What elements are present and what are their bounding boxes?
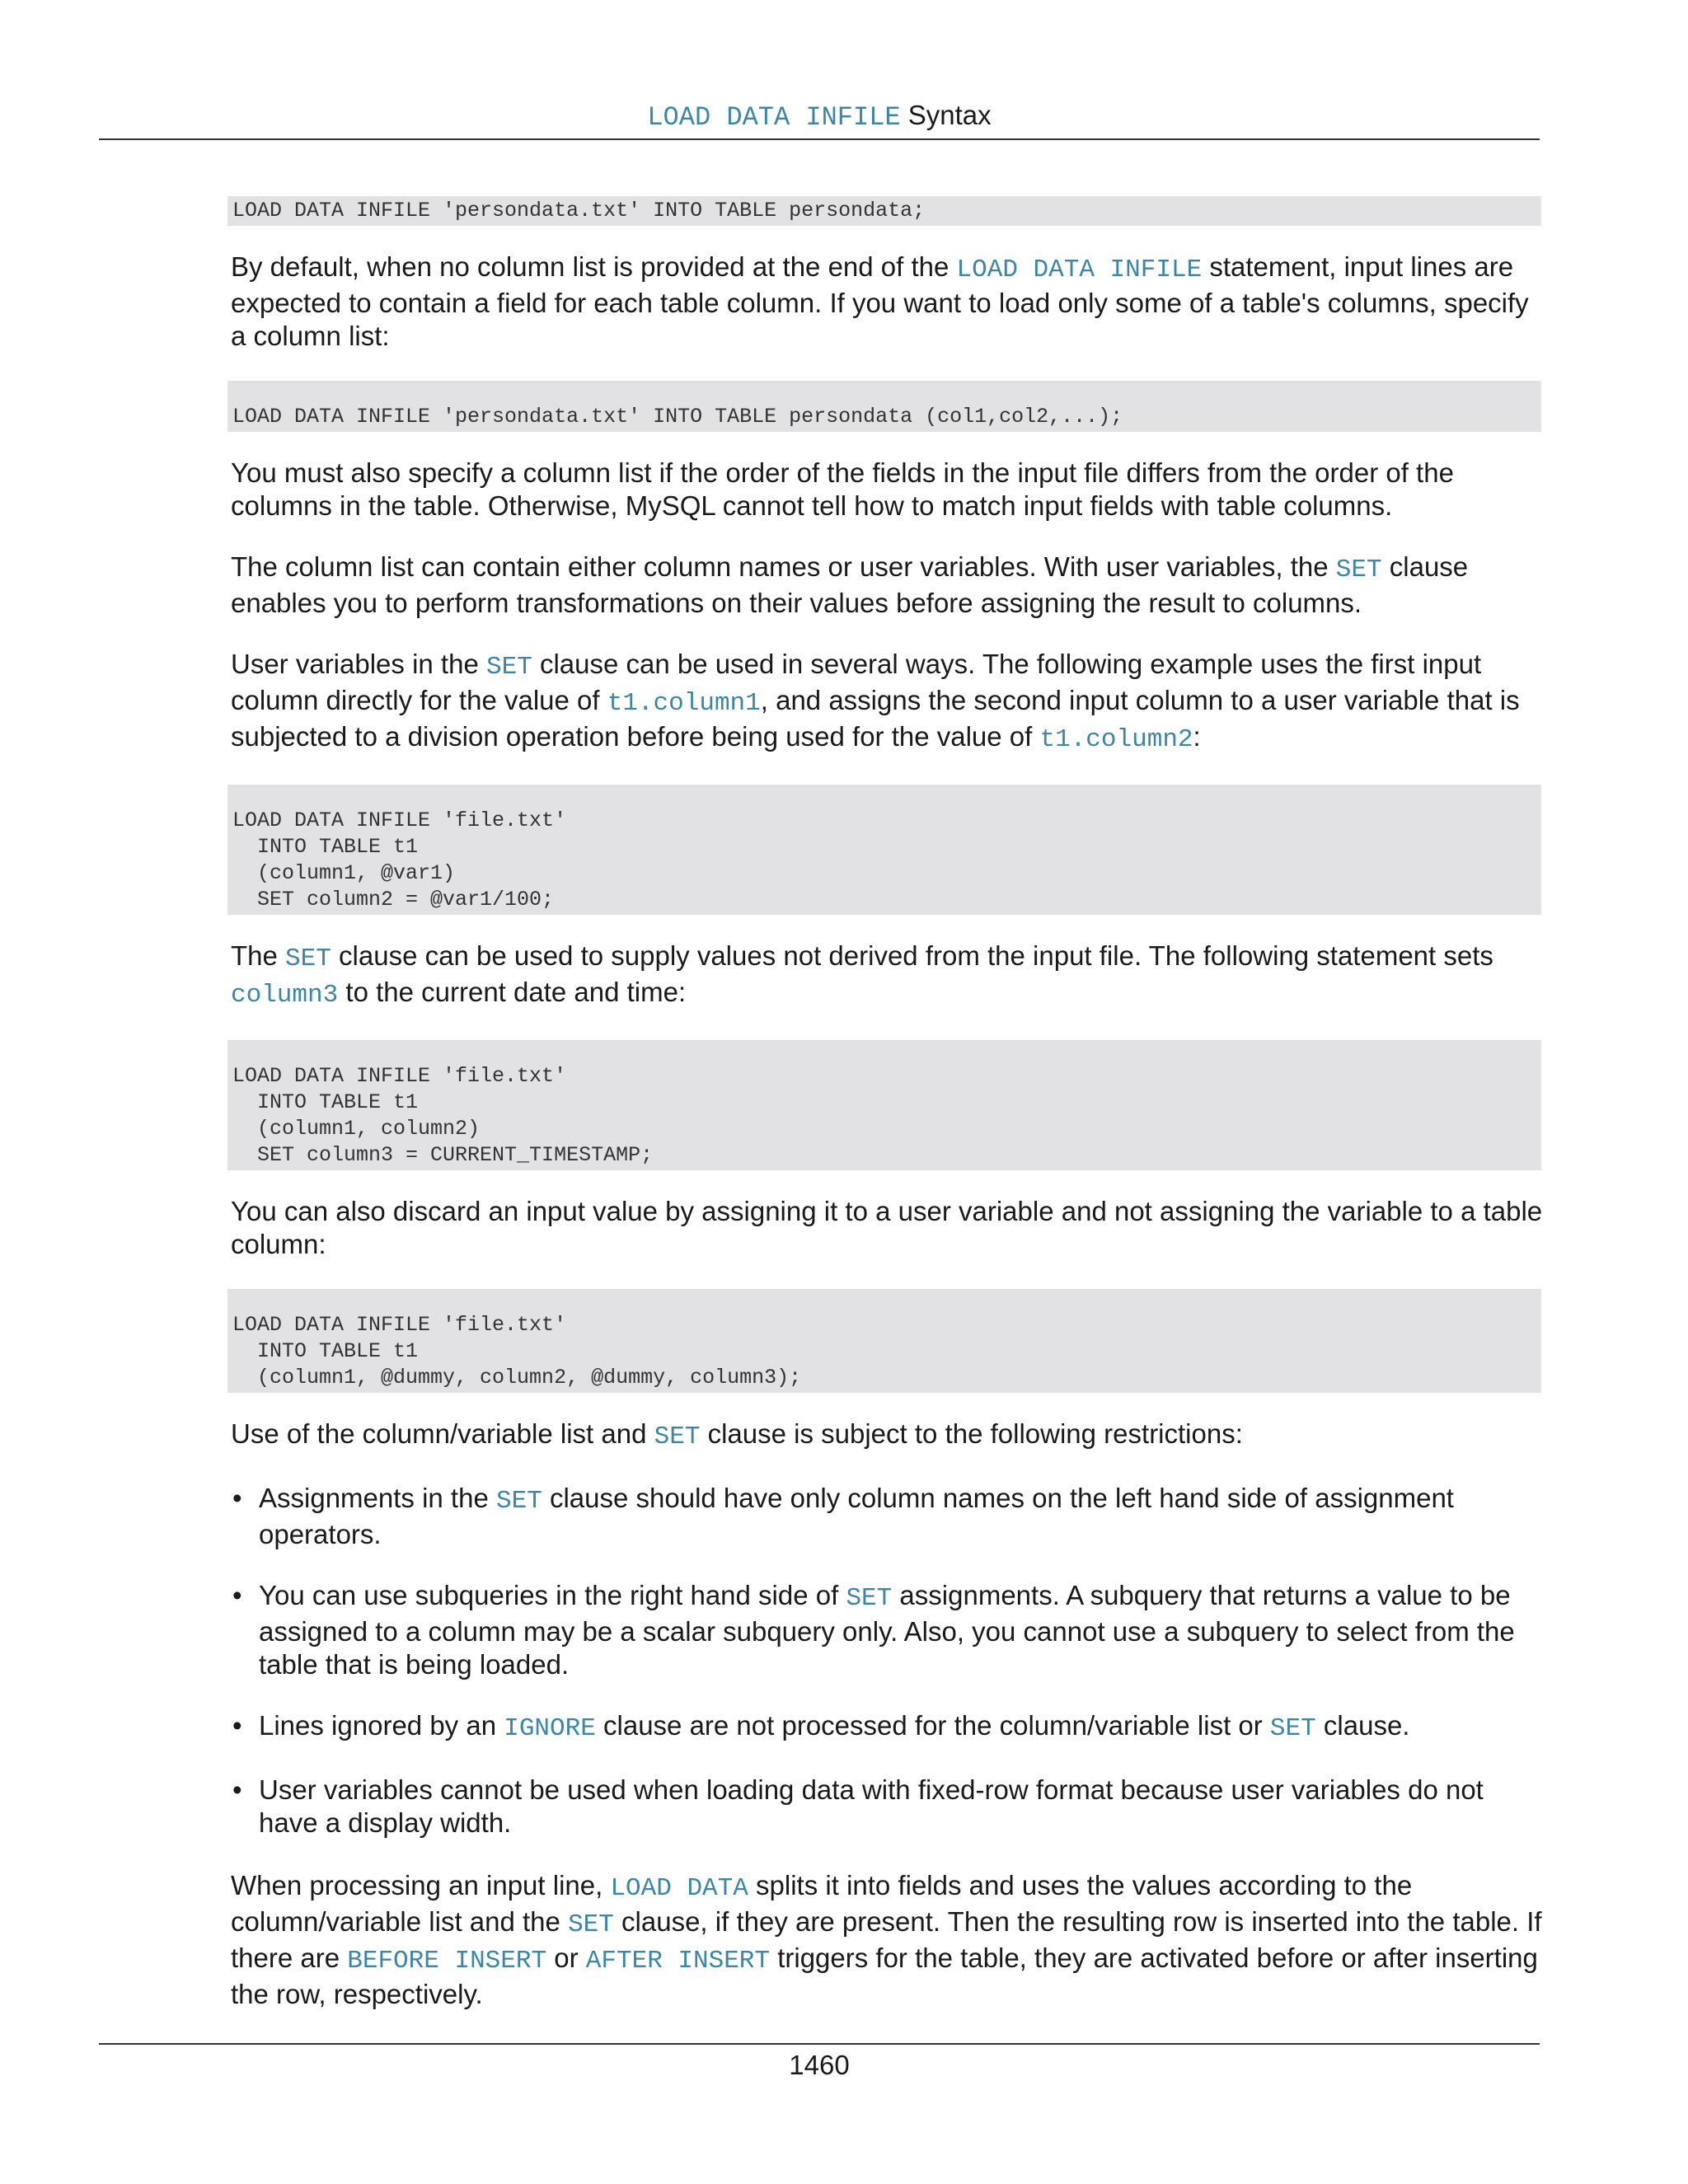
text: When processing an input line, <box>231 1870 611 1900</box>
text: clause can be used in several ways. The following example uses the first input column directly for the value of <box>231 649 1482 715</box>
text: You can use subqueries in the right hand side of <box>259 1580 846 1610</box>
inline-code: SET <box>654 1422 701 1451</box>
text: splits it into fields and uses the values according to the column/variable list and the <box>231 1870 1413 1937</box>
text: clause enables you to perform transformations on their values before assigning the result to columns. <box>231 551 1469 618</box>
code-block-3: LOAD DATA INFILE 'file.txt' INTO TABLE t1 (column1, @var1) SET column2 = @var1/100; <box>227 785 1541 915</box>
paragraph-column-order: You must also specify a column list if the order of the fields in the input file differs from the order of the columns in the table. Otherwise, MySQL cannot tell how to match input fields with table columns. <box>231 457 1454 521</box>
text: clause. <box>1315 1710 1410 1741</box>
restrictions-list <box>231 1482 1543 1840</box>
text: clause should have only column names on the left hand side of assignment operators. <box>259 1483 1454 1549</box>
inline-code: t1.column1 <box>607 689 761 718</box>
list-item <box>231 1579 1543 1681</box>
text: Assignments in the <box>259 1483 496 1513</box>
text: The column list can contain either column names or user variables. With user variables, the <box>231 551 1336 582</box>
text: The <box>231 940 286 971</box>
text: By default, when no column list is provided at the end of the <box>231 251 957 282</box>
inline-code: AFTER INSERT <box>585 1947 771 1975</box>
text: clause, if they are present. Then the resulting row is inserted into the table. If there are <box>231 1906 1542 1973</box>
list-item <box>231 1709 1543 1746</box>
inline-code: SET <box>568 1910 614 1939</box>
code-block-5: LOAD DATA INFILE 'file.txt' INTO TABLE t1 (column1, @dummy, column2, @dummy, column3); <box>227 1289 1541 1393</box>
inline-code: t1.column2 <box>1039 725 1193 754</box>
paragraph-discard-input: You can also discard an input value by assigning it to a user variable and not assigning the variable to a table column: <box>231 1196 1543 1259</box>
code-block-2: LOAD DATA INFILE 'persondata.txt' INTO TABLE persondata (col1,col2,...); <box>227 381 1541 432</box>
inline-code: SET <box>485 653 532 682</box>
paragraph-processing-input-line <box>231 1869 1543 2011</box>
inline-code: SET <box>285 944 331 973</box>
inline-code: SET <box>495 1487 542 1516</box>
paragraph-user-variables <box>231 551 1543 620</box>
text: to the current date and time: <box>338 977 687 1007</box>
paragraph-default-column-list <box>231 251 1543 353</box>
paragraph-restrictions-intro <box>231 1418 1543 1454</box>
text: statement, input lines are expected to contain a field for each table column. If you want to load only some of a table's columns, specify a column list: <box>231 251 1529 351</box>
paragraph-set-clause-usage <box>231 648 1543 757</box>
inline-code: BEFORE INSERT <box>347 1947 547 1975</box>
text: clause is subject to the following restrictions: <box>700 1418 1243 1449</box>
header-title: Syntax <box>907 100 992 130</box>
text: : <box>1193 721 1201 752</box>
text: Use of the column/variable list and <box>231 1418 654 1449</box>
inline-code: SET <box>1335 555 1382 584</box>
page-content <box>231 196 1543 2039</box>
list-item <box>231 1774 1543 1840</box>
paragraph-set-supply-values <box>231 940 1543 1012</box>
text: Lines ignored by an <box>259 1710 504 1741</box>
inline-code: SET <box>1269 1714 1316 1743</box>
inline-code: IGNORE <box>504 1714 596 1743</box>
page-number: 1460 <box>789 2050 850 2080</box>
text: or <box>546 1943 586 1973</box>
inline-code: SET <box>846 1584 893 1613</box>
text: clause can be used to supply values not derived from the input file. The following statement sets <box>331 940 1493 971</box>
inline-code: LOAD DATA INFILE <box>956 255 1203 284</box>
inline-code: column3 <box>231 981 339 1010</box>
inline-code: LOAD DATA <box>610 1874 748 1903</box>
code-block-4: LOAD DATA INFILE 'file.txt' INTO TABLE t1 (column1, column2) SET column3 = CURRENT_TIMESTAMP; <box>227 1040 1541 1170</box>
page-header <box>99 97 1540 140</box>
header-code: LOAD DATA INFILE <box>647 102 901 133</box>
text: assignments. A subquery that returns a value to be assigned to a column may be a scalar subquery only. Also, you cannot use a subquery to select from the table that is being loaded. <box>259 1580 1515 1680</box>
code-block-1: LOAD DATA INFILE 'persondata.txt' INTO TABLE persondata; <box>227 196 1541 226</box>
text: User variables in the <box>231 649 486 679</box>
text: triggers for the table, they are activated before or after inserting the row, respectively. <box>231 1943 1538 2009</box>
text: , and assigns the second input column to a user variable that is subjected to a division operation before being used for the value of <box>231 685 1520 752</box>
text: User variables cannot be used when loading data with fixed-row format because user variables do not have a display width. <box>259 1774 1484 1838</box>
text: clause are not processed for the column/variable list or <box>595 1710 1270 1741</box>
page-footer <box>99 2043 1540 2081</box>
list-item <box>231 1482 1543 1551</box>
